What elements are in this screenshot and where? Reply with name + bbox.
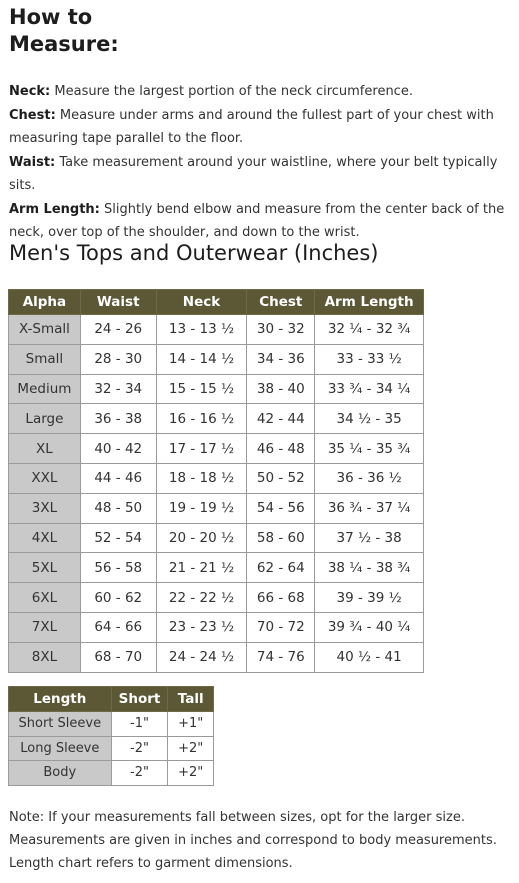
row-label-cell: Large — [9, 404, 81, 434]
table-cell: 38 ¼ - 38 ¾ — [315, 553, 424, 583]
table-cell: 40 - 42 — [80, 434, 156, 464]
table-cell: 28 - 30 — [80, 344, 156, 374]
table-cell: 39 - 39 ½ — [315, 583, 424, 613]
table-cell: 62 - 64 — [247, 553, 315, 583]
instruction-term: Chest: — [9, 107, 56, 123]
row-label-cell: 4XL — [9, 523, 81, 553]
row-label-cell: X-Small — [9, 315, 81, 345]
table-cell: -2" — [111, 761, 168, 786]
instruction-text: Measure under arms and around the fullest part of your chest with measuring tape parallel to the floor. — [9, 107, 494, 146]
table-cell: 42 - 44 — [247, 404, 315, 434]
table-cell: 16 - 16 ½ — [156, 404, 247, 434]
row-label-cell: XXL — [9, 463, 81, 493]
instruction-term: Waist: — [9, 154, 56, 170]
sizing-note: Note: If your measurements fall between sizes, opt for the larger size. Measurements are given in inches and correspond to body measurements. Length chart refers to garment dimensions. — [9, 810, 497, 871]
table-cell: 21 - 21 ½ — [156, 553, 247, 583]
table-cell: 34 - 36 — [247, 344, 315, 374]
table-cell: 36 ¾ - 37 ¼ — [315, 493, 424, 523]
table-cell: 15 - 15 ½ — [156, 374, 247, 404]
table-row — [9, 642, 424, 672]
measuring-instructions — [9, 80, 514, 245]
table-cell: 58 - 60 — [247, 523, 315, 553]
row-label-cell: Body — [9, 761, 112, 786]
size-chart-table — [8, 289, 424, 673]
table-cell: 35 ¼ - 35 ¾ — [315, 434, 424, 464]
table-cell: 54 - 56 — [247, 493, 315, 523]
row-label-cell: Short Sleeve — [9, 712, 112, 737]
instruction-text: Take measurement around your waistline, where your belt typically sits. — [9, 154, 498, 193]
table-cell: 20 - 20 ½ — [156, 523, 247, 553]
table-cell: 40 ½ - 41 — [315, 642, 424, 672]
table-cell: 14 - 14 ½ — [156, 344, 247, 374]
section-heading: Men's Tops and Outerwear (Inches) — [9, 241, 379, 265]
row-label-cell: Medium — [9, 374, 81, 404]
table-row — [9, 493, 424, 523]
length-chart-table — [8, 686, 214, 786]
table-row — [9, 553, 424, 583]
table-cell: 52 - 54 — [80, 523, 156, 553]
table-row — [9, 761, 214, 786]
table-row — [9, 612, 424, 642]
instruction-text: Slightly bend elbow and measure from the center back of the neck, over top of the shoulder, and down to the wrist. — [9, 201, 505, 240]
table-row — [9, 523, 424, 553]
table-cell: 17 - 17 ½ — [156, 434, 247, 464]
table-row — [9, 583, 424, 613]
column-header-arm-length: Arm Length — [315, 290, 424, 315]
table-cell: 24 - 24 ½ — [156, 642, 247, 672]
column-header-neck: Neck — [156, 290, 247, 315]
table-cell: 50 - 52 — [247, 463, 315, 493]
table-row — [9, 736, 214, 761]
table-cell: +2" — [168, 761, 214, 786]
table-header-row — [9, 687, 214, 712]
table-cell: +2" — [168, 736, 214, 761]
instruction-neck — [9, 80, 514, 104]
table-row — [9, 344, 424, 374]
table-cell: 33 - 33 ½ — [315, 344, 424, 374]
table-row — [9, 374, 424, 404]
table-cell: 39 ¾ - 40 ¼ — [315, 612, 424, 642]
table-cell: 56 - 58 — [80, 553, 156, 583]
row-label-cell: 7XL — [9, 612, 81, 642]
table-cell: 66 - 68 — [247, 583, 315, 613]
table-cell: 34 ½ - 35 — [315, 404, 424, 434]
row-label-cell: XL — [9, 434, 81, 464]
table-cell: -1" — [111, 712, 168, 737]
row-label-cell: 5XL — [9, 553, 81, 583]
table-cell: 38 - 40 — [247, 374, 315, 404]
table-cell: 24 - 26 — [80, 315, 156, 345]
table-cell: 32 ¼ - 32 ¾ — [315, 315, 424, 345]
table-cell: 19 - 19 ½ — [156, 493, 247, 523]
instruction-arm-length — [9, 198, 514, 245]
table-row — [9, 404, 424, 434]
table-row — [9, 434, 424, 464]
table-row — [9, 315, 424, 345]
table-row — [9, 712, 214, 737]
column-header-short: Short — [111, 687, 168, 712]
table-row — [9, 463, 424, 493]
table-cell: 48 - 50 — [80, 493, 156, 523]
table-cell: -2" — [111, 736, 168, 761]
table-cell: 18 - 18 ½ — [156, 463, 247, 493]
instruction-text: Measure the largest portion of the neck circumference. — [50, 84, 413, 99]
table-cell: 37 ½ - 38 — [315, 523, 424, 553]
table-cell: 46 - 48 — [247, 434, 315, 464]
row-label-cell: 8XL — [9, 642, 81, 672]
table-cell: 68 - 70 — [80, 642, 156, 672]
table-cell: 36 - 36 ½ — [315, 463, 424, 493]
table-cell: 32 - 34 — [80, 374, 156, 404]
table-cell: 74 - 76 — [247, 642, 315, 672]
instruction-waist — [9, 151, 514, 198]
row-label-cell: 3XL — [9, 493, 81, 523]
table-cell: 36 - 38 — [80, 404, 156, 434]
table-cell: 13 - 13 ½ — [156, 315, 247, 345]
column-header-tall: Tall — [168, 687, 214, 712]
table-cell: 23 - 23 ½ — [156, 612, 247, 642]
table-cell: 60 - 62 — [80, 583, 156, 613]
row-label-cell: 6XL — [9, 583, 81, 613]
column-header-chest: Chest — [247, 290, 315, 315]
table-header-row — [9, 290, 424, 315]
instruction-term: Neck: — [9, 84, 51, 99]
table-cell: 70 - 72 — [247, 612, 315, 642]
instruction-term: Arm Length: — [9, 201, 100, 217]
page-title: How to Measure: — [9, 5, 119, 56]
column-header-waist: Waist — [80, 290, 156, 315]
table-cell: 30 - 32 — [247, 315, 315, 345]
instruction-chest — [9, 104, 514, 151]
column-header-alpha: Alpha — [9, 290, 81, 315]
table-cell: +1" — [168, 712, 214, 737]
row-label-cell: Long Sleeve — [9, 736, 112, 761]
table-cell: 64 - 66 — [80, 612, 156, 642]
table-cell: 22 - 22 ½ — [156, 583, 247, 613]
table-cell: 44 - 46 — [80, 463, 156, 493]
row-label-cell: Small — [9, 344, 81, 374]
table-cell: 33 ¾ - 34 ¼ — [315, 374, 424, 404]
column-header-length: Length — [9, 687, 112, 712]
